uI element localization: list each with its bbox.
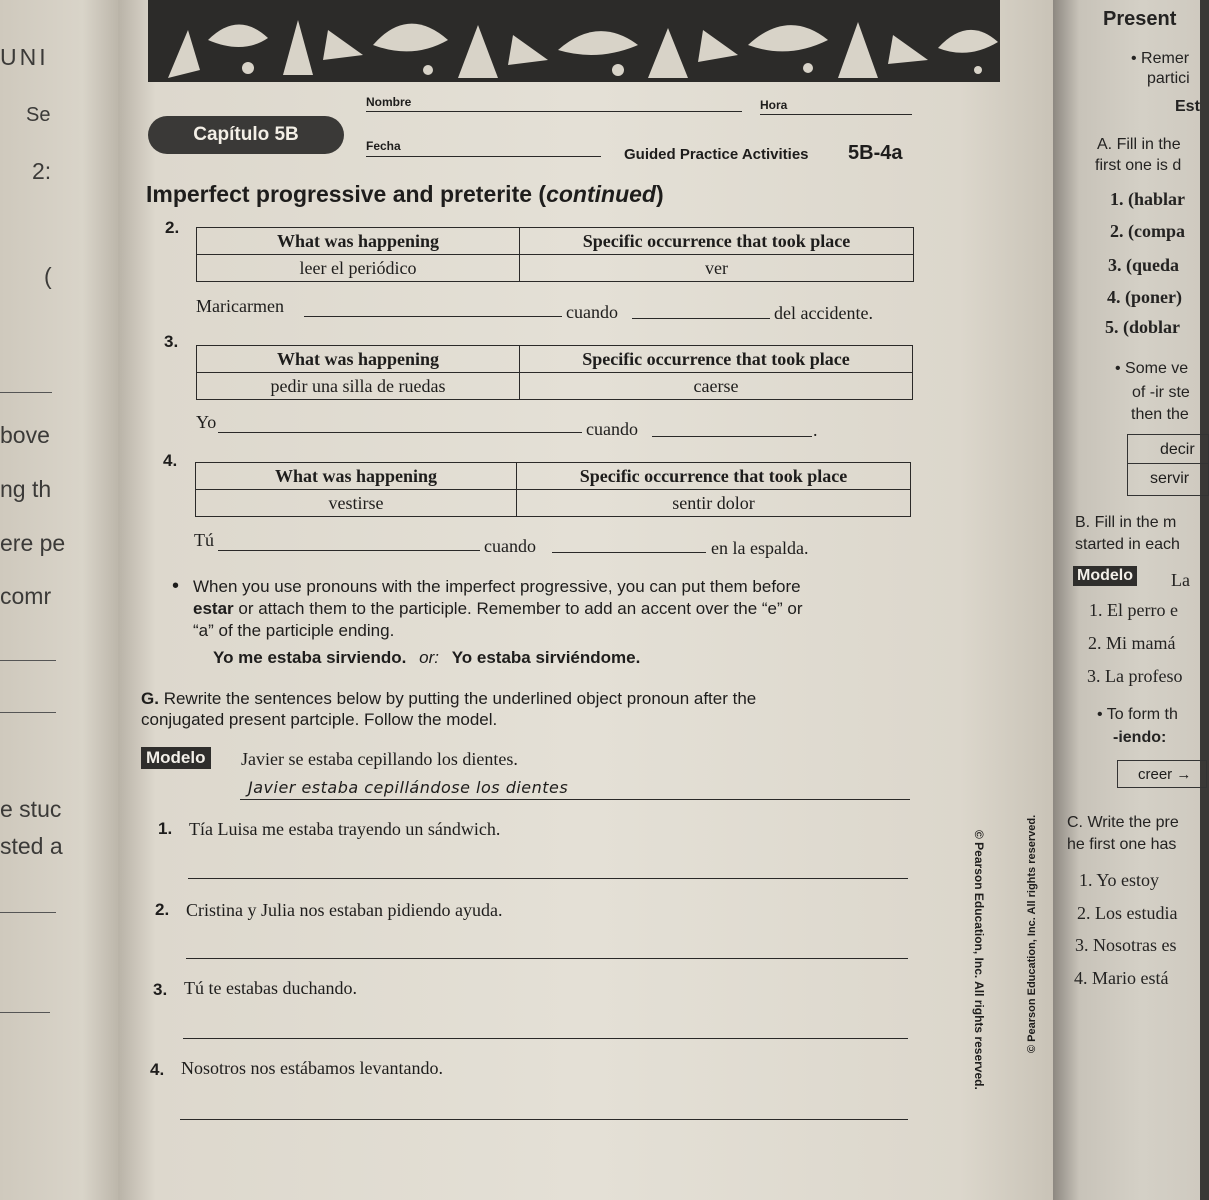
note-line	[193, 598, 913, 620]
right-list-item: 3. La profeso	[1087, 666, 1183, 686]
example-sentence: Yo me estaba sirviendo.	[213, 648, 407, 667]
exercise-subject: Yo	[196, 412, 217, 432]
fecha-line[interactable]	[366, 156, 601, 157]
title-close: )	[655, 181, 664, 207]
right-text: first one is d	[1095, 157, 1182, 174]
exercise-number: 4.	[163, 451, 178, 470]
right-list-item: 2. Los estudia	[1077, 903, 1178, 923]
table-header: What was happening	[197, 346, 520, 373]
answer-line[interactable]	[304, 316, 562, 317]
verb-box-item: decir	[1128, 435, 1208, 464]
right-text: To form th	[1106, 706, 1178, 723]
exercise-ending: en la espalda.	[711, 538, 809, 558]
item-sentence: Nosotros nos estábamos levantando.	[181, 1058, 443, 1078]
exercise-ending: del accidente.	[774, 303, 873, 323]
item-number: 3.	[153, 980, 168, 999]
right-list-item: 3. Nosotras es	[1075, 935, 1177, 955]
title-text: Imperfect progressive and preterite (	[146, 181, 547, 207]
left-fragment: bove	[0, 422, 50, 448]
answer-line[interactable]	[183, 1038, 908, 1039]
answer-line[interactable]	[218, 432, 582, 433]
left-rule	[0, 712, 56, 713]
table-header: Specific occurrence that took place	[517, 463, 911, 490]
left-fragment: Se	[26, 104, 51, 126]
copyright-notice: © Pearson Education, Inc. All rights reserved.	[972, 830, 986, 1090]
example-sentence: Yo estaba sirviéndome.	[451, 648, 641, 667]
answer-line	[240, 799, 910, 800]
left-fragment: comr	[0, 583, 52, 609]
right-modelo-badge: Modelo	[1073, 566, 1137, 586]
left-fragment: sted a	[0, 833, 63, 859]
hora-line[interactable]	[760, 114, 912, 115]
right-text: partici	[1147, 70, 1190, 87]
table-cell: ver	[520, 255, 914, 282]
modelo-answer: Javier estaba cepillándose los dientes	[248, 778, 569, 797]
exercise-connector: cuando	[586, 419, 638, 439]
instructions-text: Rewrite the sentences below by putting the underlined object pronoun after the	[163, 689, 757, 708]
right-text: C. Write the pre	[1067, 814, 1179, 831]
right-text: Est	[1175, 98, 1200, 115]
section-g-instructions	[141, 688, 881, 730]
right-text: he first one has	[1067, 836, 1177, 853]
left-fragment: ng th	[0, 476, 52, 502]
answer-line[interactable]	[186, 958, 908, 959]
item-sentence: Cristina y Julia nos estaban pidiendo ayuda.	[186, 900, 503, 920]
nombre-line[interactable]	[366, 111, 742, 112]
decorative-banner	[148, 0, 1000, 82]
chapter-badge: Capítulo 5B	[148, 116, 344, 154]
answer-line[interactable]	[652, 436, 812, 437]
answer-line[interactable]	[188, 878, 908, 879]
right-list-item: 1. El perro e	[1089, 600, 1178, 620]
left-page-edge	[0, 0, 118, 1200]
right-text: La	[1171, 570, 1190, 590]
exercise-connector: cuando	[566, 302, 618, 322]
right-text: A. Fill in the	[1097, 136, 1181, 153]
item-sentence: Tía Luisa me estaba trayendo un sándwich.	[189, 819, 501, 839]
exercise-table	[195, 462, 911, 517]
left-rule	[0, 392, 52, 393]
item-number: 2.	[155, 900, 170, 919]
right-text: started in each	[1075, 536, 1180, 553]
exercise-table	[196, 345, 913, 400]
right-page-edge	[1026, 0, 1200, 1200]
activity-code: 5B-4a	[848, 142, 903, 164]
right-text: of -ir ste	[1132, 384, 1190, 401]
table-header: Specific occurrence that took place	[520, 346, 913, 373]
right-bullet: • Some ve	[1115, 360, 1189, 377]
instructions-line	[141, 688, 881, 709]
left-fragment: (	[44, 263, 52, 289]
note-bold: estar	[193, 599, 234, 618]
grammar-note	[193, 576, 913, 642]
title-italic: continued	[546, 181, 656, 207]
nombre-label: Nombre	[366, 95, 412, 109]
exercise-number: 2.	[165, 218, 180, 237]
right-text: -iendo:	[1113, 729, 1167, 746]
verb-box	[1127, 434, 1209, 496]
note-examples	[213, 648, 640, 668]
right-list-item: 2. Mi mamá	[1088, 633, 1176, 653]
item-number: 1.	[158, 819, 173, 838]
right-list-item: 1. (hablar	[1110, 189, 1186, 209]
right-list-item: 2. (compa	[1110, 221, 1185, 241]
exercise-subject: Tú	[194, 530, 214, 550]
table-cell: vestirse	[196, 490, 517, 517]
item-sentence: Tú te estabas duchando.	[184, 978, 357, 998]
right-list-item: 1. Yo estoy	[1079, 870, 1160, 890]
table-cell: leer el periódico	[197, 255, 520, 282]
exercise-table	[196, 227, 914, 282]
instructions-line: conjugated present partciple. Follow the model.	[141, 710, 498, 729]
left-fragment: ere pe	[0, 530, 66, 556]
modelo-sentence: Javier se estaba cepillando los dientes.	[241, 749, 518, 769]
exercise-subject: Maricarmen	[196, 296, 284, 316]
left-fragment: e stuc	[0, 796, 62, 822]
right-list-item: 4. (poner)	[1107, 287, 1182, 307]
answer-line[interactable]	[180, 1119, 908, 1120]
right-list-item: 4. Mario está	[1074, 968, 1169, 988]
answer-line[interactable]	[218, 550, 480, 551]
left-rule	[0, 660, 56, 661]
note-line: “a” of the participle ending.	[193, 621, 395, 640]
table-header: Specific occurrence that took place	[520, 228, 914, 255]
right-text: B. Fill in the m	[1075, 514, 1177, 531]
exercise-connector: cuando	[484, 536, 536, 556]
page-title	[146, 181, 664, 208]
left-fragment: 2:	[32, 158, 52, 184]
note-text: or attach them to the participle. Remember to add an accent over the “e” or	[233, 599, 803, 618]
section-letter: G.	[141, 689, 159, 708]
example-or: or:	[419, 648, 439, 667]
right-text: then the	[1131, 406, 1189, 423]
answer-line[interactable]	[632, 318, 770, 319]
note-line: When you use pronouns with the imperfect progressive, you can put them before	[193, 577, 801, 596]
left-rule	[0, 1012, 50, 1013]
item-number: 4.	[150, 1060, 165, 1079]
right-list-item: 3. (queda	[1108, 255, 1180, 275]
right-bullet: • To form th	[1097, 706, 1178, 723]
right-text: Some ve	[1125, 360, 1189, 377]
bullet-icon: •	[172, 575, 180, 597]
right-bullet: • Remer	[1131, 50, 1190, 67]
right-copyright: © Pearson Education, Inc. All rights reserved.	[1026, 814, 1038, 1053]
answer-line[interactable]	[552, 552, 706, 553]
guided-label: Guided Practice Activities	[624, 146, 809, 163]
hora-label: Hora	[760, 98, 788, 112]
left-rule	[0, 912, 56, 913]
table-cell: sentir dolor	[517, 490, 911, 517]
verb-box-item: servir	[1150, 470, 1190, 487]
right-text: Remer	[1141, 50, 1190, 67]
table-header: What was happening	[197, 228, 520, 255]
modelo-badge: Modelo	[141, 747, 211, 769]
exercise-number: 3.	[164, 332, 179, 351]
table-cell: pedir una silla de ruedas	[197, 373, 520, 400]
right-list-item: 5. (doblar	[1105, 317, 1181, 337]
right-title: Present	[1103, 8, 1177, 30]
table-cell: caerse	[520, 373, 913, 400]
exercise-ending: .	[813, 420, 818, 440]
fecha-label: Fecha	[366, 139, 401, 153]
left-fragment: UNI	[0, 44, 49, 70]
table-header: What was happening	[196, 463, 517, 490]
creer-box: creer →	[1117, 760, 1207, 788]
